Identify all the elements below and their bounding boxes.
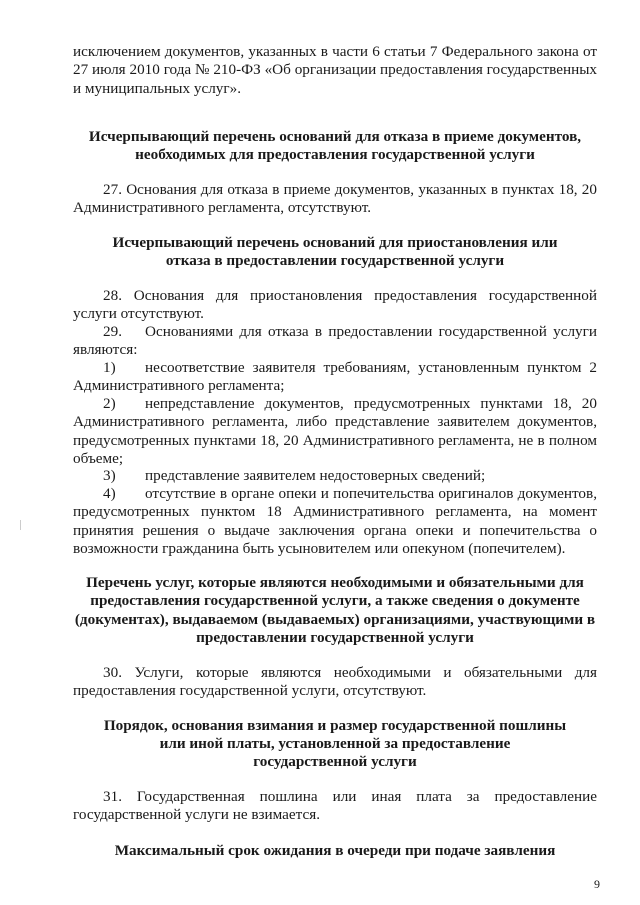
section-heading-suspension-line-2: отказа в предоставлении государственной услуги (165, 252, 505, 269)
section-heading-queue-time: Максимальный срок ожидания в очереди при подаче заявления (114, 842, 556, 859)
section-heading-fee-line-2: или иной платы, установленной за предоставление (159, 735, 511, 752)
paragraph-29-text: Основаниями для отказа в предоставлении государственной услуги являются: (73, 323, 597, 359)
list-item (73, 467, 597, 485)
list-item-number: 3) (103, 467, 116, 484)
margin-mark (20, 520, 21, 530)
section-heading-fee-line-1: Порядок, основания взимания и размер государственной пошлины (103, 717, 567, 734)
list-item-number: 2) (103, 395, 116, 412)
paragraph-29 (73, 323, 597, 360)
list-item-text: отсутствие в органе опеки и попечительства оригиналов документов, предусмотренных пунктом 18 Административного регламента, на момент принятия решения о выдаче заключения органа опеки и попечительства о возможности гражданина быть усыновителем или опекуном (попечителем). (73, 485, 597, 558)
paragraph-30: 30. Услуги, которые являются необходимыми и обязательными для предоставления государственной услуги, отсутствуют. (73, 664, 597, 700)
section-heading-fee-line-3: государственной услуги (253, 753, 417, 770)
list-item-number: 1) (103, 359, 116, 376)
list-item-number: 4) (103, 485, 116, 502)
paragraph-27: 27. Основания для отказа в приеме документов, указанных в пунктах 18, 20 Административного регламента, отсутствуют. (73, 181, 597, 217)
list-item (73, 395, 597, 469)
page-number: 9 (594, 877, 600, 891)
section-heading-refusal-acceptance: Исчерпывающий перечень оснований для отказа в приеме документов, необходимых для предоставления государственной услуги (88, 128, 582, 164)
paragraph-29-number: 29. (103, 323, 122, 340)
paragraph-31: 31. Государственная пошлина или иная плата за предоставление государственной услуги не взимается. (73, 788, 597, 824)
list-item-text: непредставление документов, предусмотренных пунктами 18, 20 Административного регламента, либо представление заявителем документов, предусмотренных пунктами 18, 20 Административного регламента, не в полном объеме; (73, 395, 597, 468)
list-item (73, 359, 597, 396)
section-heading-suspension-line-1: Исчерпывающий перечень оснований для приостановления или (112, 234, 558, 251)
paragraph-28: 28. Основания для приостановления предоставления государственной услуги отсутствуют. (73, 287, 597, 323)
list-item (73, 485, 597, 559)
list-item-text: несоответствие заявителя требованиям, установленным пунктом 2 Административного регламента; (73, 359, 597, 395)
section-heading-required-services: Перечень услуг, которые являются необходимыми и обязательными для предоставления государственной услуги, а также сведения о документе (документах), выдаваемом (выдаваемых) организациями, участвующими в предоставлении государственной услуги (74, 574, 596, 647)
list-item-text: представление заявителем недостоверных сведений; (145, 467, 486, 484)
intro-continuation-paragraph: исключением документов, указанных в части 6 статьи 7 Федерального закона от 27 июля 2010 года № 210-ФЗ «Об организации предоставления государственных и муниципальных услуг». (73, 43, 597, 97)
